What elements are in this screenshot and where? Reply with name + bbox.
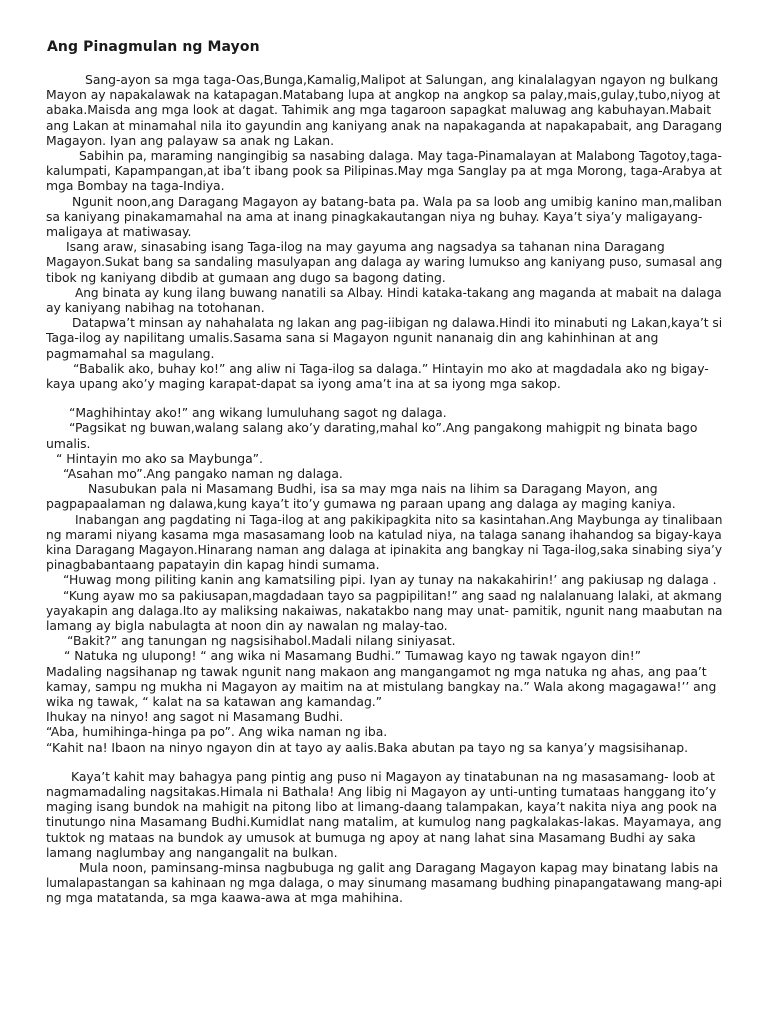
text-line: Taga-ilog ay napilitang umalis.Sasama sana si Magayon ngunit nananaig din ang kahinhinan at ang xyxy=(46,330,659,346)
text-line: Kaya’t kahit may bahagya pang pintig ang puso ni Magayon ay tinatabunan na ng masasamang- loob at xyxy=(71,768,715,784)
text-line: “Kung ayaw mo sa pakiusapan,magdadaan tayo sa pagpipilitan!” ang saad ng nalalanuang lalaki, at akmang xyxy=(63,587,722,603)
text-line: lamang naglumbay ang nangangalit na bulkan. xyxy=(46,844,338,860)
text-line: Mayon ay napakalawak na katapagan.Matabang lupa at angkop na angkop sa palay,mais,gulay,tubo,niyog at xyxy=(46,87,721,103)
text-line: ay kaniyang nabihag na totohanan. xyxy=(46,300,265,315)
text-line: kamay, sampu ng mukha ni Magayon ay maitim na at mistulang bangkay na.” Wala akong magagawa!’’ ang xyxy=(46,678,717,694)
text-line: Sabihin pa, maraming nangingibig sa nasabing dalaga. May taga-Pinamalayan at Malabong Tagotoy,taga- xyxy=(79,148,722,163)
text-line: umalis. xyxy=(46,435,91,451)
text-line: Magayon. Iyan ang palayaw sa anak ng Lakan. xyxy=(46,132,334,148)
text-line: lamang ay bigla nabulagta at noon din ay nawalan ng malay-tao. xyxy=(46,618,448,633)
text-line: Ihukay na ninyo! ang sagot ni Masamang Budhi. xyxy=(46,709,344,725)
text-line: wika ng tawak, “ kalat na sa katawan ang kamandag.” xyxy=(46,694,383,709)
text-line: “Kahit na! Ibaon na ninyo ngayon din at tayo ay aalis.Baka abutan pa tayo ng sa kanya’y magsisihanap. xyxy=(46,739,688,755)
text-line: ng marami niyang kasama mga masasamang loob na katulad niya, na talaga sanang ihahandog sa bigay-kaya xyxy=(46,526,722,542)
text-line: kina Daragang Magayon.Hinarang naman ang dalaga at ipinakita ang bangkay ni Taga-ilog,saka sinabing siya’y xyxy=(46,542,723,557)
text-line: ang Lakan at minamahal nila ito gayundin ang kaniyang anak na napakaganda at napakapabait, ang Daragang xyxy=(46,117,723,133)
text-line: tuktok ng mataas na bundok ay umusok at bumuga ng apoy at nang lahat sina Masamang Budhi ay saka xyxy=(46,829,696,845)
text-line: “Asahan mo”.Ang pangako naman ng dalaga. xyxy=(63,466,343,481)
text-line: Madaling nagsihanap ng tawak ngunit nang makaon ang mangangamot ng mga natuka ng ahas, ang paa’t xyxy=(46,663,707,679)
text-line: Mula noon, paminsang-minsa nagbubuga ng galit ang Daragang Magayon kapag may binatang labis na xyxy=(79,860,719,875)
text-line: kaya upang ako’y maging karapat-dapat sa iyong ama’t ina at sa iyong mga sakop. xyxy=(46,376,561,391)
text-line: Sang-ayon sa mga taga-Oas,Bunga,Kamalig,Malipot at Salungan, ang kinalalagyan ngayon ng bulkang xyxy=(85,72,719,87)
text-line: tibok ng kaniyang dibdib at gumaan ang dugo sa bagong dating. xyxy=(46,269,446,285)
text-line: Ngunit noon,ang Daragang Magayon ay batang-bata pa. Wala pa sa loob ang umibig kanino man,maliban xyxy=(72,193,722,209)
text-line: “ Natuka ng ulupong! “ ang wika ni Masamang Budhi.” Tumawag kayo ng tawak ngayon din!” xyxy=(64,648,642,664)
text-line: Nasubukan pala ni Masamang Budhi, isa sa may mga nais na lihim sa Daragang Mayon, ang xyxy=(88,481,658,497)
text-line: Magayon.Sukat bang sa sandaling masulyapan ang dalaga ay waring lumukso ang kaniyang puso, sumasal ang xyxy=(46,254,723,270)
text-line: Datapwa’t minsan ay nahahalata ng lakan ang pag-iibigan ng dalawa.Hindi ito minabuti ng Lakan,kaya’t si xyxy=(72,315,723,331)
text-line: ng mga matatanda, sa mga kaawa-awa at mga mahihina. xyxy=(46,890,403,906)
text-line: “ Hintayin mo ako sa Maybunga”. xyxy=(56,450,263,466)
text-line: kalumpati, Kapampangan,at iba’t ibang pook sa Pilipinas.May mga Sanglay pa at mga Morong, taga-Arabya at xyxy=(46,163,722,179)
text-line: Ang binata ay kung ilang buwang nanatili sa Albay. Hindi kataka-takang ang maganda at mabait na dalaga xyxy=(75,284,722,300)
text-line: “Bakit?” ang tanungan ng nagsisihabol.Madali nilang siniyasat. xyxy=(67,633,456,649)
text-line: yayakapin ang dalaga.Ito ay maliksing nakaiwas, nakatakbo nang may unat- pamitik, ngunit nang maabutan na xyxy=(46,602,723,618)
text-line: tinutungo nina Masamang Budhi.Kumidlat nang matalim, at kumulog nang pagkalakas-lakas. Mayamaya, ang xyxy=(46,814,722,830)
text-line: pagmamahal sa magulang. xyxy=(46,345,215,361)
document-title: Ang Pinagmulan ng Mayon xyxy=(47,39,260,55)
text-line: nagmamadaling nagsitakas.Himala ni Bathala! Ang libig ni Magayon ay unti-unting tumataas hanggang ito’y xyxy=(46,784,717,799)
text-line: “Maghihintay ako!” ang wikang lumuluhang sagot ng dalaga. xyxy=(69,405,447,421)
text-line: “Aba, humihinga-hinga pa po”. Ang wika naman ng iba. xyxy=(46,724,388,740)
text-line: maligaya at matiwasay. xyxy=(46,224,192,239)
text-line: “Babalik ako, buhay ko!” ang aliw ni Taga-ilog sa dalaga.” Hintayin mo ako at magdadala ako ng bigay- xyxy=(73,360,709,376)
text-line: lumalapastangan sa kahinaan ng mga dalaga, o may sinumang masamang budhing pinapangatawang mang-api xyxy=(46,875,723,891)
text-line: abaka.Maisda ang mga look at dagat. Tahimik ang mga tagaroon sapagkat maluwag ang kabuhayan.Mabait xyxy=(46,102,712,118)
text-line: pinagbabantaang papatayin din kapag hindi sumama. xyxy=(46,557,380,573)
text-line: “Huwag mong piliting kanin ang kamatsiling pipi. Iyan ay tunay na nakakahirin!’ ang pakiusap ng dalaga . xyxy=(63,572,717,588)
text-line: maging isang bundok na mahigit na pitong libo at limang-daang talampakan, kaya’t nakita niya ang pook na xyxy=(46,799,718,815)
text-line: mga Bombay na taga-Indiya. xyxy=(46,178,225,194)
text-line: “Pagsikat ng buwan,walang salang ako’y darating,mahal ko”.Ang pangakong mahigpit ng binata bago xyxy=(69,420,698,436)
text-line: Isang araw, sinasabing isang Taga-ilog na may gayuma ang nagsadya sa tahanan nina Daragang xyxy=(66,239,665,255)
text-line: sa kaniyang pinakamamahal na ama at inang pinagkakautangan niya ng buhay. Kaya’t siya’y maligayang- xyxy=(46,208,703,224)
text-line: Inabangan ang pagdating ni Taga-ilog at ang pakikipagkita nito sa kasintahan.Ang Maybunga ay tinalibaan xyxy=(75,511,723,527)
text-line: pagpapaalaman ng dalawa,kung kaya’t ito’y gumawa ng paraan upang ang dalaga ay maging kaniya. xyxy=(46,496,676,512)
